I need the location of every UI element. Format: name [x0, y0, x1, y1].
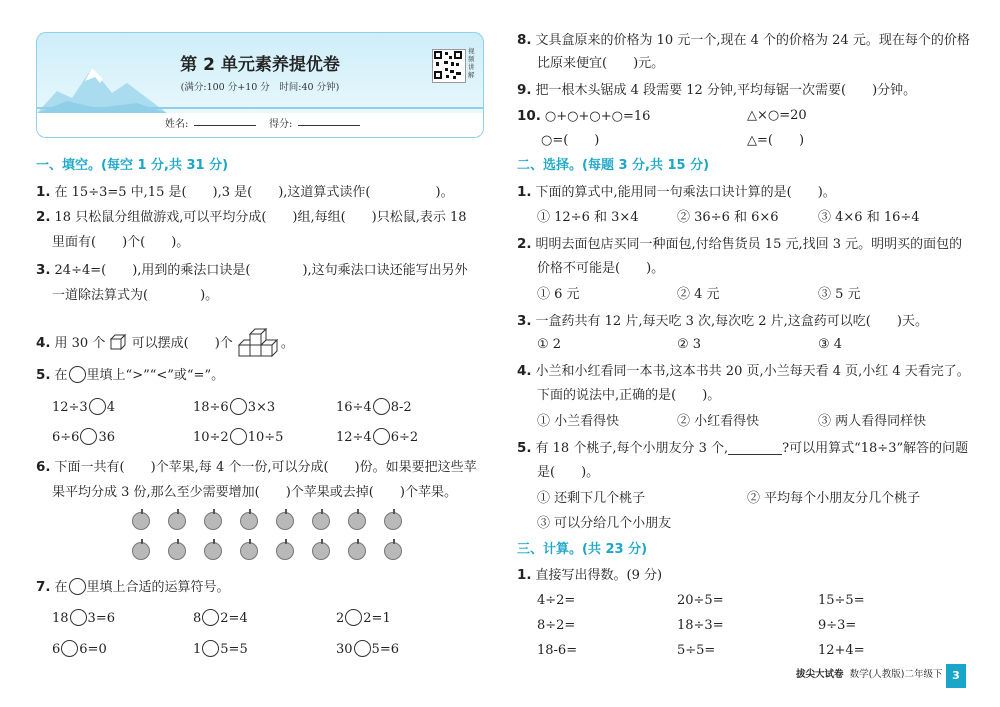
- apple-icon: [348, 512, 366, 530]
- choice-option[interactable]: ③ 4×6 和 16÷4: [818, 210, 920, 225]
- question-text: 下面的算式中,能用同一句乘法口诀计算的是( )。: [535, 185, 836, 200]
- operator-circle-input[interactable]: [61, 640, 78, 657]
- operator-circle-input[interactable]: [354, 640, 371, 657]
- choice-option[interactable]: ② 平均每个小朋友分几个桃子: [747, 491, 921, 506]
- choice-option[interactable]: ② 小红看得快: [677, 414, 760, 429]
- header-divider: [37, 107, 483, 109]
- qr-label: 视频讲解: [468, 47, 475, 79]
- choice-question-1: [517, 183, 836, 202]
- apple-icon: [168, 512, 186, 530]
- qr-code-icon[interactable]: [432, 49, 466, 83]
- equation-b: △×○=20: [747, 108, 807, 123]
- apple-icon: [384, 542, 402, 560]
- choice-option[interactable]: ① 还剩下几个桃子: [537, 491, 646, 506]
- question-text: 一盒药共有 12 片,每天吃 3 次,每次吃 2 片,这盒药可以吃( )天。: [535, 314, 928, 329]
- circle-blank-icon: [69, 578, 86, 595]
- operator-item: 30 5=6: [336, 642, 399, 657]
- question-5: [36, 366, 224, 385]
- compare-item: 18÷6 3×3: [193, 400, 276, 415]
- choice-option[interactable]: ① 12÷6 和 3×4: [537, 210, 639, 225]
- question-number: 4.: [36, 335, 51, 351]
- calc-item[interactable]: 20÷5=: [677, 593, 724, 608]
- calc-question-1: [517, 566, 662, 585]
- compare-circle-input[interactable]: [373, 428, 390, 445]
- question-text-3: 。: [280, 336, 294, 351]
- score-label: 得分:: [269, 119, 293, 130]
- choice-option[interactable]: ③ 5 元: [818, 287, 861, 302]
- page-subtitle: (满分:100 分+10 分 时间:40 分钟): [180, 82, 340, 93]
- question-number: 7.: [36, 579, 51, 595]
- choice-question-2-line2: 价格不可能是( )。: [537, 261, 665, 276]
- question-text: 把一根木头锯成 4 段需要 12 分钟,平均每锯一次需要( )分钟。: [535, 83, 917, 98]
- equation-d: △=( ): [747, 133, 805, 148]
- footer: [796, 666, 942, 680]
- question-number: 4.: [517, 363, 532, 379]
- operator-item: 18 3=6: [52, 611, 115, 626]
- apple-icon: [168, 542, 186, 560]
- question-text-2: 里填上“>”“<”或“=”。: [86, 368, 225, 383]
- choice-option[interactable]: ② 36÷6 和 6×6: [677, 210, 779, 225]
- question-text: 下面一共有( )个苹果,每 4 个一份,可以分成( )份。如果要把这些苹: [54, 460, 477, 475]
- question-text: 直接写出得数。(9 分): [535, 568, 663, 583]
- question-7: [36, 578, 230, 597]
- question-8: [517, 31, 970, 50]
- title-banner: [36, 32, 484, 138]
- apple-icon: [348, 542, 366, 560]
- compare-item: 6÷6 36: [52, 430, 115, 445]
- choice-option[interactable]: ① 2: [537, 337, 562, 352]
- question-number: 5.: [36, 367, 51, 383]
- calc-item[interactable]: 8÷2=: [537, 618, 576, 633]
- answer-blank[interactable]: [728, 442, 782, 455]
- question-text-2: 里填上合适的运算符号。: [86, 580, 230, 595]
- footer-brand: 拔尖大试卷: [796, 669, 844, 680]
- equation-c: ○=( ): [541, 133, 600, 148]
- choice-option[interactable]: ③ 两人看得同样快: [818, 414, 927, 429]
- choice-option[interactable]: ① 小兰看得快: [537, 414, 620, 429]
- question-3: [36, 261, 468, 280]
- choice-question-5-line2: 是( )。: [537, 465, 600, 480]
- circle-blank-icon: [69, 366, 86, 383]
- compare-circle-input[interactable]: [230, 428, 247, 445]
- question-number: 3.: [517, 313, 532, 329]
- question-text: 明明去面包店买同一种面包,付给售货员 15 元,找回 3 元。明明买的面包的: [535, 237, 963, 252]
- cube-icon: [109, 333, 127, 351]
- apple-icon: [132, 512, 150, 530]
- apple-icon: [384, 512, 402, 530]
- question-number: 2.: [36, 209, 51, 225]
- name-field[interactable]: [194, 113, 256, 126]
- page-number: 3: [946, 664, 966, 688]
- apple-icon: [276, 542, 294, 560]
- apple-icon: [312, 512, 330, 530]
- question-text-2: 可以摆成( )个: [131, 336, 233, 351]
- compare-circle-input[interactable]: [373, 398, 390, 415]
- apple-icon: [276, 512, 294, 530]
- question-number: 2.: [517, 236, 532, 252]
- choice-option[interactable]: ③ 4: [818, 337, 843, 352]
- question-3-line2: 一道除法算式为( )。: [52, 288, 219, 303]
- apple-icon: [204, 542, 222, 560]
- compare-item: 12÷4 6÷2: [336, 430, 419, 445]
- compare-circle-input[interactable]: [89, 398, 106, 415]
- question-text: 有 18 个桃子,每个小朋友分 3 个,: [535, 441, 729, 456]
- operator-circle-input[interactable]: [70, 609, 87, 626]
- compare-item: 16÷4 8-2: [336, 400, 412, 415]
- choice-option[interactable]: ② 3: [677, 337, 702, 352]
- choice-option[interactable]: ① 6 元: [537, 287, 580, 302]
- question-2: [36, 208, 467, 227]
- question-2-line2: 里面有( )个( )。: [52, 235, 190, 250]
- question-text: 用 30 个: [54, 336, 106, 351]
- question-number: 1.: [36, 184, 51, 200]
- calc-item[interactable]: 5÷5=: [677, 643, 716, 658]
- section-choice-title: 二、选择。(每题 3 分,共 15 分): [517, 158, 710, 173]
- question-number: 9.: [517, 82, 532, 98]
- question-text: 18 只松鼠分组做游戏,可以平均分成( )组,每组( )只松鼠,表示 18: [54, 210, 467, 225]
- student-info-row: [37, 113, 483, 137]
- section-fill-blank-title: 一、填空。(每空 1 分,共 31 分): [36, 158, 229, 173]
- question-text: 在: [54, 580, 68, 595]
- question-text: 文具盒原来的价格为 10 元一个,现在 4 个的价格为 24 元。现在每个的价格: [535, 33, 970, 48]
- compare-item: 10÷2 10÷5: [193, 430, 284, 445]
- page-title: 第 2 单元素养提优卷: [180, 55, 340, 75]
- score-field[interactable]: [298, 113, 360, 126]
- cube-stack-icon: [237, 325, 281, 359]
- question-text: 小兰和小红看同一本书,这本书共 20 页,小兰每天看 4 页,小红 4 天看完了。: [535, 364, 970, 379]
- apple-icon: [240, 542, 258, 560]
- operator-item: 1 5=5: [193, 642, 248, 657]
- calc-item[interactable]: 12+4=: [818, 643, 865, 658]
- calc-item[interactable]: 18-6=: [537, 643, 578, 658]
- apple-icon: [132, 542, 150, 560]
- compare-circle-input[interactable]: [230, 398, 247, 415]
- operator-item: 6 6=0: [52, 642, 107, 657]
- question-text: 24÷4=( ),用到的乘法口诀是( ),这句乘法口诀还能写出另外: [54, 263, 468, 278]
- question-10: [517, 107, 650, 126]
- compare-item: 12÷3 4: [52, 400, 115, 415]
- question-number: 1.: [517, 567, 532, 583]
- footer-subject: 数学(人教版)二年级下: [849, 669, 943, 680]
- choice-question-2: [517, 235, 962, 254]
- calc-item[interactable]: 4÷2=: [537, 593, 576, 608]
- question-9: [517, 81, 916, 100]
- question-1: [36, 183, 454, 202]
- question-text-2: ?可以用算式“18÷3”解答的问题: [782, 441, 969, 456]
- apple-icon: [204, 512, 222, 530]
- question-number: 5.: [517, 440, 532, 456]
- question-number: 3.: [36, 262, 51, 278]
- section-calc-title: 三、计算。(共 23 分): [517, 542, 648, 557]
- question-text: 在: [54, 368, 68, 383]
- choice-option[interactable]: ② 4 元: [677, 287, 720, 302]
- choice-question-5: [517, 439, 968, 458]
- calc-item[interactable]: 18÷3=: [677, 618, 724, 633]
- choice-option[interactable]: ③ 可以分给几个小朋友: [537, 516, 672, 531]
- question-number: 1.: [517, 184, 532, 200]
- question-4: [36, 325, 294, 359]
- operator-circle-input[interactable]: [345, 609, 362, 626]
- choice-question-4-line2: 下面的说法中,正确的是( )。: [537, 388, 721, 403]
- question-6-line2: 果平均分成 3 份,那么至少需要增加( )个苹果或去掉( )个苹果。: [52, 485, 457, 500]
- operator-circle-input[interactable]: [202, 609, 219, 626]
- question-8-line2: 比原来便宜( )元。: [537, 56, 665, 71]
- question-text: 在 15÷3=5 中,15 是( ),3 是( ),这道算式读作( )。: [54, 185, 454, 200]
- question-number: 10.: [517, 108, 541, 124]
- question-number: 6.: [36, 459, 51, 475]
- operator-item: 8 2=4: [193, 611, 248, 626]
- compare-circle-input[interactable]: [80, 428, 97, 445]
- equation-a: ○+○+○+○=16: [544, 109, 651, 124]
- choice-question-3: [517, 312, 928, 331]
- calc-item[interactable]: 15÷5=: [818, 593, 865, 608]
- choice-question-4: [517, 362, 970, 381]
- apple-icon: [240, 512, 258, 530]
- name-label: 姓名:: [165, 119, 189, 130]
- operator-circle-input[interactable]: [202, 640, 219, 657]
- calc-item[interactable]: 9÷3=: [818, 618, 857, 633]
- operator-item: 2 2=1: [336, 611, 391, 626]
- question-number: 8.: [517, 32, 532, 48]
- apple-icon: [312, 542, 330, 560]
- question-6: [36, 458, 477, 477]
